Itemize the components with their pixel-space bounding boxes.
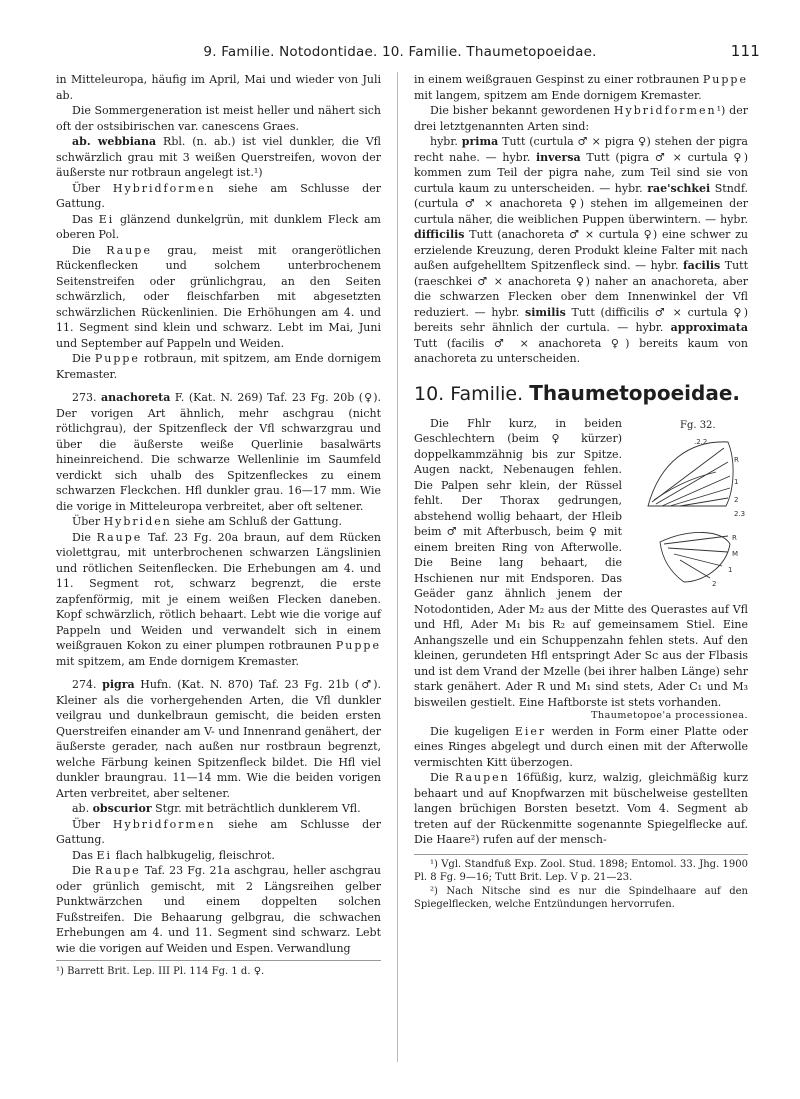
- paragraph: Über Hybridformen siehe am Schlusse der Gattung.: [56, 817, 381, 846]
- paragraph: Die Raupe Taf. 23 Fg. 20a braun, auf dem Rücken violettgrau, mit unterbrochenen schwarzen Längslinien und rötlichen Seitenflecken. Die Erhebungen am 4. und 11. Segment rot, schwarz begrenzt, die erste zapfenförmig, mit je einem weißen Flecken daneben. Kopf schwärzlich, rötlich behaart. Lebt wie die vorige auf Pappeln und Weiden und verwandelt sich in einem weißgrauen Kokon zu einer plumpen rotbraunen Puppe mit spitzem, am Ende dornigem Kremaster.: [56, 530, 382, 668]
- footnote: ²) Nach Nitsche sind es nur die Spindelhaare auf den Spiegelflecken, welche Entzündungen hervorrufen.: [414, 885, 748, 910]
- taxon-name: ab. webbiana: [72, 135, 157, 148]
- species-entry: 274. pigra Hufn. (Kat. N. 870) Taf. 23 Fg. 21b (♂). Kleiner als die vorhergehenden Arten, die Vfl dunkler veilgrau und dunkelbraun gemischt, die beiden ersten Querstreifen einander am V- und Innenrand genähert, der äußerste gerader, nach außen nur rostbraun begrenzt, welche Färbung keinen Spitzenfleck bildet. Die Hfl viel dunkler braungrau. 11—14 mm. Wie die beiden vorigen Arten verbreitet, aber seltener.: [56, 678, 381, 800]
- wing-venation-figure: [630, 418, 748, 592]
- svg-text:2: 2: [712, 579, 717, 588]
- taxon-name: pigra: [102, 678, 135, 691]
- taxon-name: anachoreta: [101, 391, 171, 404]
- running-header: [40, 44, 760, 60]
- paragraph: Die kugeligen Eier werden in Form einer Platte oder eines Ringes abgelegt und durch einen mit der Afterwolle vermischten Kitt überzogen.: [414, 724, 748, 769]
- footnote: ¹) Vgl. Standfuß Exp. Zool. Stud. 1898; Entomol. 33. Jhg. 1900 Pl. 8 Fg. 9—16; Tutt Brit. Lep. V p. 21—23.: [414, 858, 748, 883]
- paragraph: Die Raupe grau, meist mit orangerötlichen Rückenflecken und solchem unterbrochenem Seitenstreifen oder grünlichgrau, an den Seiten schwärzlich, oder fleischfarben mit abgesetzten schwärzlichen Rückenlinien. Die Erhöhungen am 4. und 11. Segment sind klein und schwarz. Lebt im Mai, Juni und September auf Pappeln und Weiden.: [56, 243, 381, 350]
- paragraph: ab. webbiana Rbl. (n. ab.) ist viel dunkler, die Vfl schwärzlich grau mit 3 weißen Querstreifen, wovon der äußerste nur rotbraun angelegt ist.¹): [56, 135, 381, 179]
- paragraph: Über Hybriden siehe am Schluß der Gattung.: [72, 515, 343, 528]
- family-description: Die Fhlr kurz, in beiden Geschlechtern (beim ♀ kürzer) doppelkammzähnig bis zur Spitze. Augen nackt, Nebenaugen fehlen. Die Palpen sehr klein, der Rüssel fehlt. Der Thorax gedrungen, abstehend wollig behaart, der Hleib beim ♂ mit Afterbusch, beim ♀ mit einem breiten Ring von Afterwolle. Die Beine lang behaart, die Hschienen nur mit Endsporen. Das Geäder ganz ähnlich jenem der Notodontiden, Ader M₂ aus der Mitte des Querastes auf Vfl und Hfl, Ader M₁ bis R₂ auf gemeinsamem Stiel. Eine Anhangszelle und ein Schuppenzahn fehlen stets. Auf den kleinen, gerundeten Hfl entspringt Ader Sc aus der Flbasis und ist dem Vrand der Mzelle (bei ihrer halben Länge) sehr stark genähert. Ader R und M₁ sind stets, Ader C₁ und M₃ bisweilen gestielt. Eine Haftborste ist stets vorhanden.: [414, 416, 748, 709]
- svg-text:2.3: 2.3: [734, 509, 746, 518]
- family-heading: 10. Familie. Thaumetopoeidae.: [414, 380, 740, 405]
- figure-label: Fg. 32.: [680, 419, 716, 431]
- paragraph: ab. obscurior Stgr. mit beträchtlich dunklerem Vfl.: [72, 802, 361, 815]
- svg-text:R: R: [734, 455, 739, 464]
- paragraph: in Mitteleuropa, häufig im April, Mai und wieder von Juli ab.: [56, 73, 381, 102]
- hybrid-list: hybr. prima Tutt (curtula ♂ × pigra ♀) stehen der pigra recht nahe. — hybr. inversa Tutt (pigra ♂ × curtula ♀) kommen zum Teil der pigra nahe, zum Teil sind sie von curtula kaum zu unterscheiden. — hybr. rae'schkei Stndf. (curtula ♂ × anachoreta ♀) stehen im allgemeinen der curtula näher, die weiblichen Puppen überwintern. — hybr. difficilis Tutt (anachoreta ♂ × curtula ♀) eine schwer zu erzielende Kreuzung, deren Produkt kleine Falter mit nach außen aufgehelltem Spitzenfleck sind. — hybr. facilis Tutt (raeschkei ♂ × anachoreta ♀) naher an anachoreta, aber die schwarzen Flecken ober dem Innenwinkel der Vfl reduziert. — hybr. similis Tutt (difficilis ♂ × curtula ♀) bereits sehr ähnlich der curtula. — hybr. approximata Tutt (facilis ♂ × anachoreta ♀) bereits kaum von anachoreta zu unterscheiden.: [414, 135, 749, 365]
- venation-diagram: [630, 432, 748, 592]
- paragraph: Die Raupe Taf. 23 Fg. 21a aschgrau, heller aschgrau oder grünlich gemischt, mit 2 Längsreihen gelber Punktwärzchen und einem doppelten solchen Fußstreifen. Die Behaarung gelbgrau, die schwachen Erhebungen am 4. und 11. Segment sind schwarz. Lebt wie die vorigen auf Weiden und Espen. Verwandlung: [56, 864, 382, 955]
- column-divider: [397, 72, 398, 1062]
- paragraph: Die Puppe rotbraun, mit spitzem, am Ende dornigem Kremaster.: [56, 352, 381, 381]
- svg-text:R: R: [732, 533, 737, 542]
- svg-text:1: 1: [734, 477, 739, 486]
- paragraph: Das Ei flach halbkugelig, fleischrot.: [72, 848, 275, 862]
- paragraph: Die Raupen 16füßig, kurz, walzig, gleichmäßig kurz behaart und auf Knopfwarzen mit büschelweise gestellten langen brüchigen Borsten besetzt. Vom 4. Segment ab treten auf der Rückenmitte sogenannte Spiegelflecke auf. Die Haare²) rufen auf der mensch-: [414, 771, 749, 846]
- page-number: 111: [730, 42, 760, 60]
- right-column: [414, 72, 748, 912]
- paragraph: in einem weißgrauen Gespinst zu einer rotbraunen Puppe mit langem, spitzem am Ende dornigem Kremaster.: [414, 73, 748, 102]
- svg-text:.2.2: .2.2: [694, 437, 708, 446]
- svg-text:2: 2: [734, 495, 739, 504]
- left-column: [56, 72, 381, 980]
- svg-text:M: M: [732, 549, 739, 558]
- paragraph: Die bisher bekannt gewordenen Hybridformen¹) der drei letztgenannten Arten sind:: [414, 104, 748, 133]
- paragraph: Über Hybridformen siehe am Schlusse der Gattung.: [56, 181, 381, 210]
- footnotes: [414, 854, 748, 912]
- header-title: 9. Familie. Notodontidae. 10. Familie. Thaumetopoeidae.: [203, 44, 597, 60]
- svg-text:1: 1: [728, 565, 733, 574]
- species-entry: 273. anachoreta F. (Kat. N. 269) Taf. 23 Fg. 20b (♀). Der vorigen Art ähnlich, mehr aschgrau (nicht rötlichgrau), der Spitzenfleck der Vfl schwarzgrau und über die äußerste weiße Querlinie basalwärts hineinreichend. Die schwarze Wellenlinie im Saumfeld verdickt sich uhalb des Spitzenfleckes zu einem schwarzen Fleckchen. Hfl dunkler grau. 16—17 mm. Wie die vorige in Mitteleuropa verbreitet, aber oft seltener.: [56, 391, 381, 513]
- taxon-name: obscurior: [92, 802, 152, 815]
- paragraph: Das Ei glänzend dunkelgrün, mit dunklem Fleck am oberen Pol.: [56, 212, 381, 241]
- figure-caption: Thaumetopoe'a processionea.: [591, 710, 748, 721]
- footnote: ¹) Barrett Brit. Lep. III Pl. 114 Fg. 1 d. ♀.: [56, 960, 381, 980]
- paragraph: Die Sommergeneration ist meist heller und nähert sich oft der ostsibirischen var. canescens Graes.: [56, 104, 381, 133]
